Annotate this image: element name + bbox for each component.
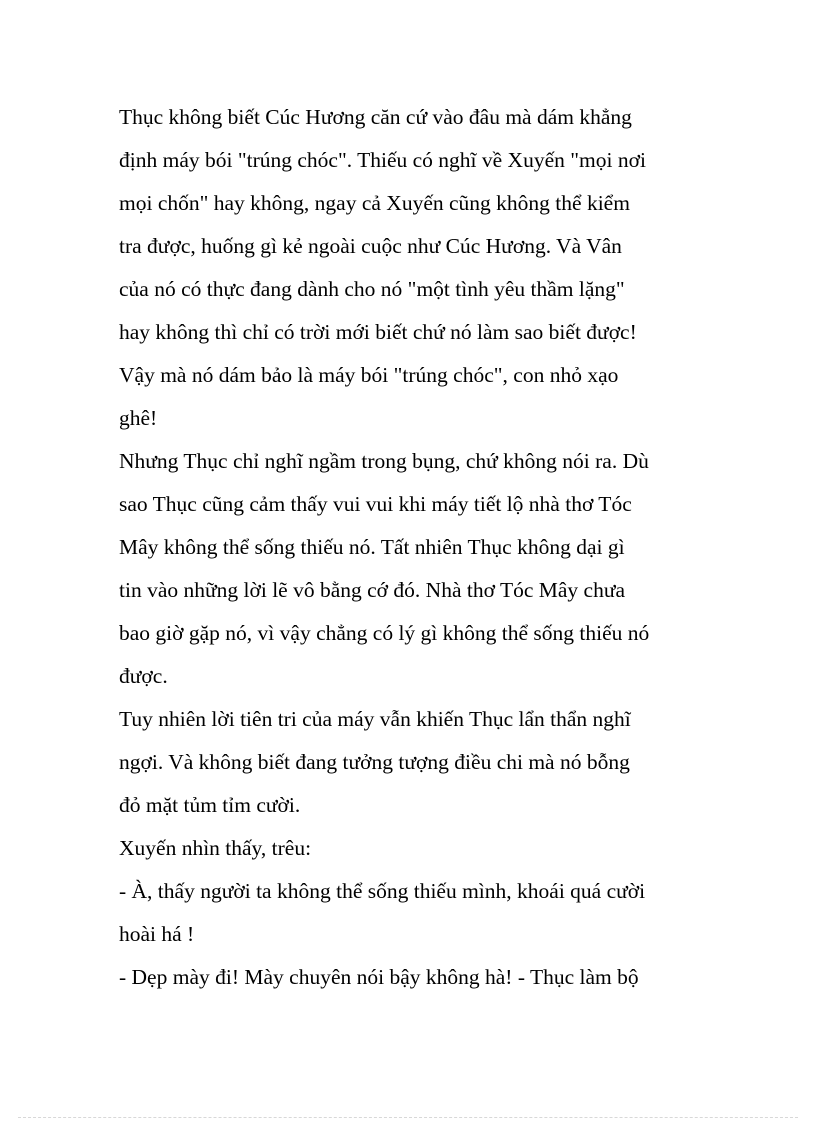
text-line: mọi chốn" hay không, ngay cả Xuyến cũng không thể kiểm (119, 191, 630, 215)
text-line: Mây không thể sống thiếu nó. Tất nhiên Thục không dại gì (119, 535, 625, 559)
text-line: bao giờ gặp nó, vì vậy chẳng có lý gì không thể sống thiếu nó (119, 621, 650, 645)
text-line: tra được, huống gì kẻ ngoài cuộc như Cúc Hương. Và Vân (119, 234, 622, 258)
text-line: - Dẹp mày đi! Mày chuyên nói bậy không hà! - Thục làm bộ (119, 965, 639, 989)
text-line: hay không thì chỉ có trời mới biết chứ nó làm sao biết được! (119, 320, 637, 344)
text-line: Vậy mà nó dám bảo là máy bói "trúng chóc", con nhỏ xạo (119, 363, 619, 387)
text-line: sao Thục cũng cảm thấy vui vui khi máy tiết lộ nhà thơ Tóc (119, 492, 632, 516)
text-line: ngợi. Và không biết đang tưởng tượng điều chi mà nó bỗng (119, 750, 630, 774)
text-line: Tuy nhiên lời tiên tri của máy vẫn khiến Thục lẩn thẩn nghĩ (119, 707, 631, 731)
text-line: của nó có thực đang dành cho nó "một tình yêu thầm lặng" (119, 277, 625, 301)
body-text (119, 96, 719, 999)
text-line: Thục không biết Cúc Hương căn cứ vào đâu mà dám khẳng (119, 105, 632, 129)
text-line: tin vào những lời lẽ vô bằng cớ đó. Nhà thơ Tóc Mây chưa (119, 578, 626, 602)
text-line: được. (119, 664, 168, 688)
text-line: ghê! (119, 406, 158, 430)
page-bottom-divider (18, 1117, 798, 1118)
text-line: Xuyến nhìn thấy, trêu: (119, 836, 312, 860)
text-line: Nhưng Thục chỉ nghĩ ngầm trong bụng, chứ không nói ra. Dù (119, 449, 649, 473)
text-line: đỏ mặt tủm tỉm cười. (119, 793, 301, 817)
text-line: - À, thấy người ta không thể sống thiếu mình, khoái quá cười (119, 879, 646, 903)
text-line: định máy bói "trúng chóc". Thiếu có nghĩ về Xuyến "mọi nơi (119, 148, 646, 172)
text-line: hoài há ! (119, 922, 195, 946)
